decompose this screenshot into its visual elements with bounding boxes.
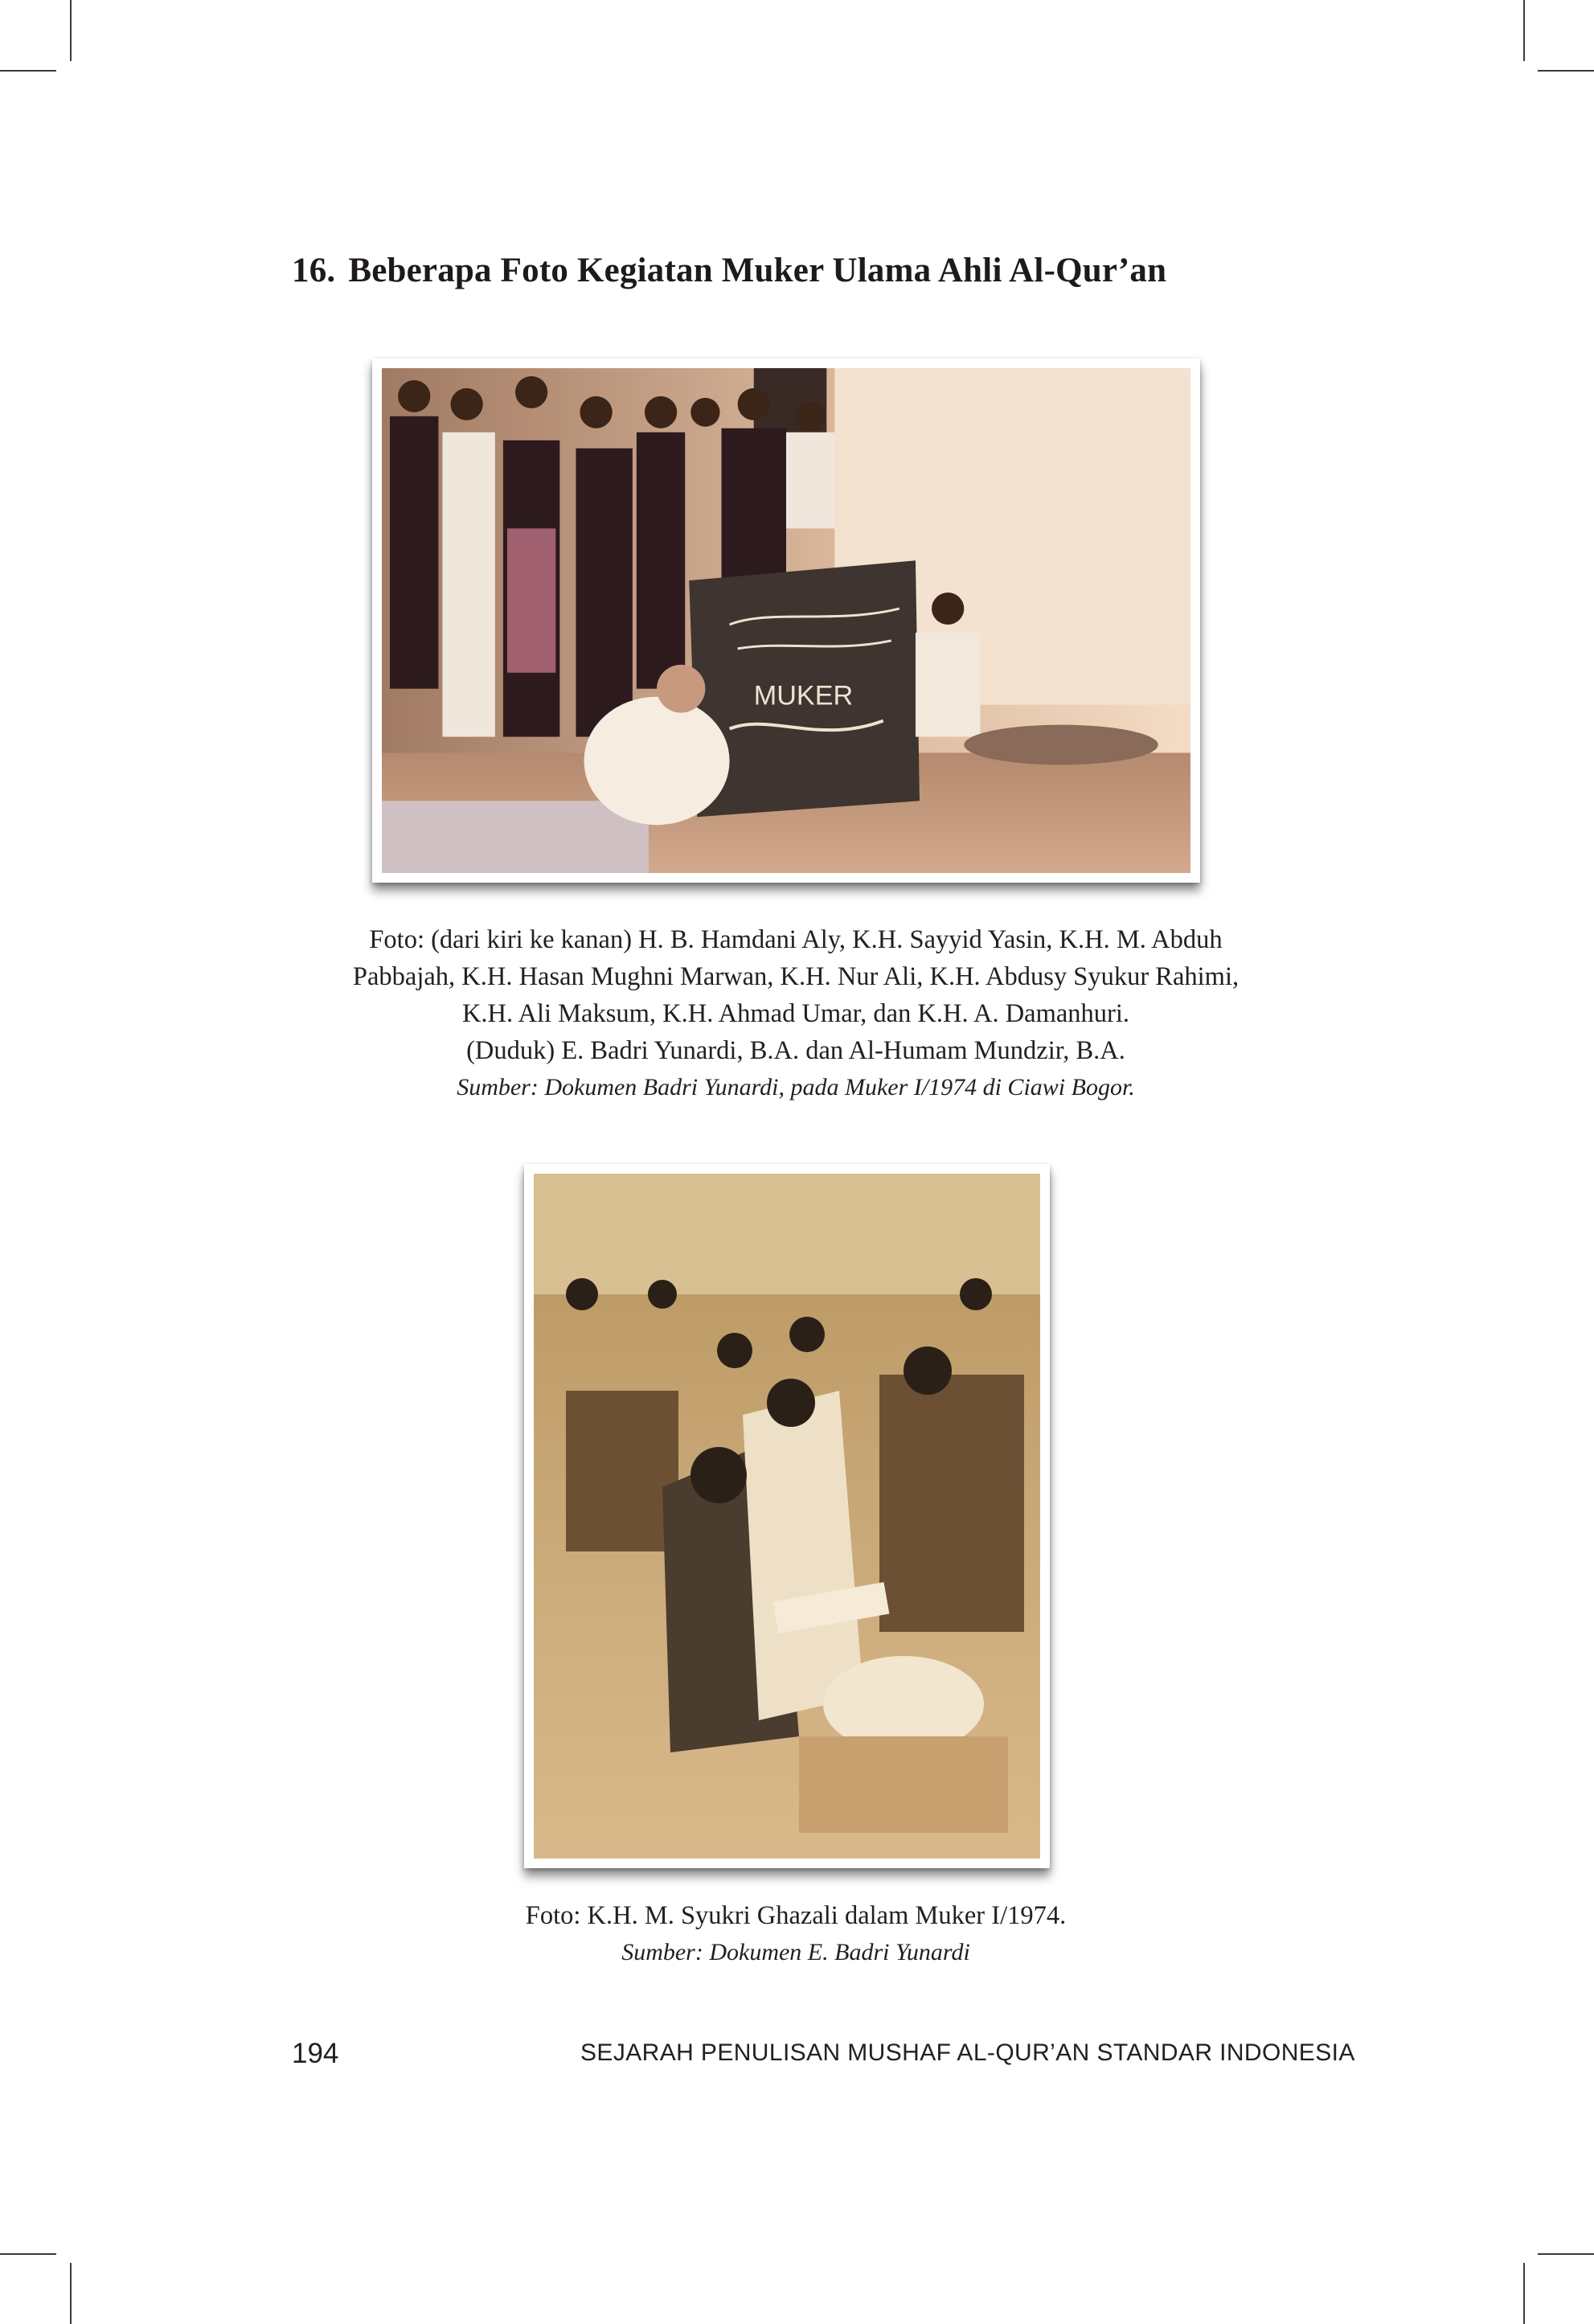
caption-line: Foto: K.H. M. Syukri Ghazali dalam Muker I/1974. <box>525 1901 1067 1930</box>
crop-mark <box>1523 2263 1525 2324</box>
crop-mark <box>1523 0 1525 61</box>
photo1-source: Sumber: Dokumen Badri Yunardi, pada Muker I/1974 di Ciawi Bogor. <box>457 1074 1135 1101</box>
caption-line: (Duduk) E. Badri Yunardi, B.A. dan Al-Humam Mundzir, B.A. <box>466 1036 1125 1065</box>
section-title: Beberapa Foto Kegiatan Muker Ulama Ahli Al-Qur’an <box>348 252 1167 289</box>
crop-mark <box>70 0 72 61</box>
signboard-label: MUKER <box>753 680 854 711</box>
photo2-caption <box>241 1897 1350 1971</box>
photo2-source: Sumber: Dokumen E. Badri Yunardi <box>621 1939 970 1965</box>
crop-mark <box>0 2253 56 2255</box>
section-number: 16. <box>292 252 336 289</box>
syukri-ghazali-photo-image <box>534 1174 1040 1859</box>
page-number: 194 <box>292 2038 339 2069</box>
group-photo <box>372 359 1200 883</box>
section-heading <box>292 251 1166 290</box>
syukri-ghazali-photo <box>524 1164 1050 1868</box>
crop-mark <box>1538 70 1594 72</box>
caption-line: Pabbajah, K.H. Hasan Mughni Marwan, K.H. Nur Ali, K.H. Abdusy Syukur Rahimi, <box>352 962 1240 991</box>
crop-mark <box>70 2263 72 2324</box>
caption-line: Foto: (dari kiri ke kanan) H. B. Hamdani Aly, K.H. Sayyid Yasin, K.H. M. Abduh <box>369 925 1223 954</box>
running-footer-title: SEJARAH PENULISAN MUSHAF AL-QUR’AN STANDAR INDONESIA <box>580 2039 1355 2066</box>
crop-mark <box>1538 2253 1594 2255</box>
crop-mark <box>0 70 56 72</box>
caption-line: K.H. Ali Maksum, K.H. Ahmad Umar, dan K.H. A. Damanhuri. <box>461 999 1130 1028</box>
photo1-caption <box>241 921 1350 1106</box>
group-photo-image <box>382 368 1190 873</box>
